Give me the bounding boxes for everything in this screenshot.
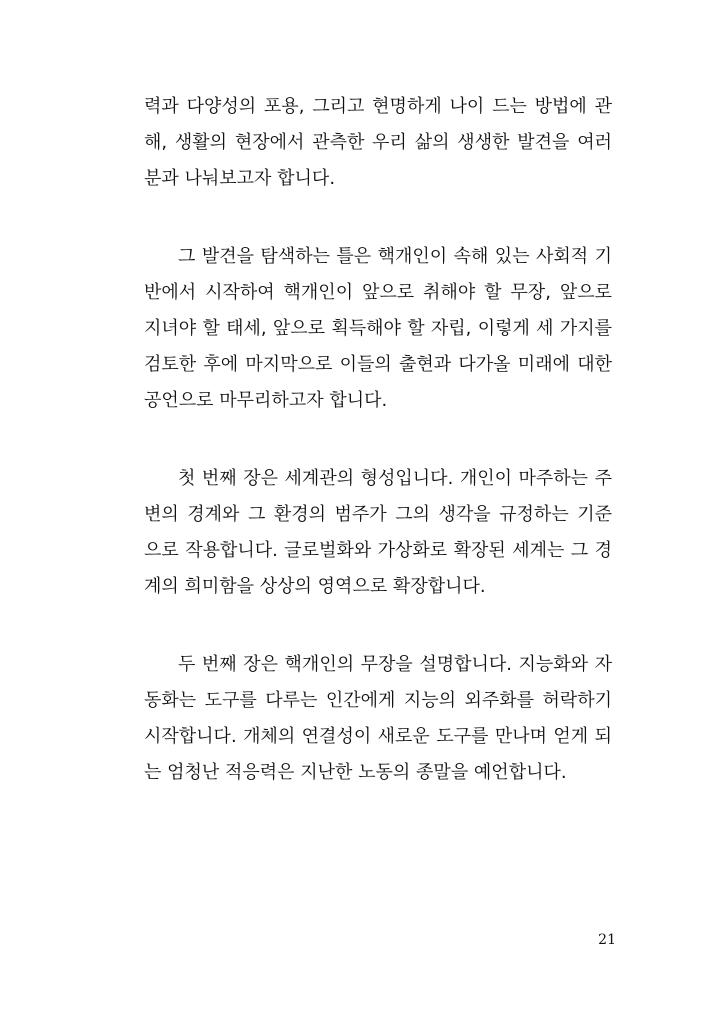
- text-line: 력과 다양성의 포용, 그리고 현명하게 나이 드는 방법에 관: [144, 96, 612, 117]
- text-line: 변의 경계와 그 환경의 범주가 그의 생각을 규정하는 기준: [144, 504, 612, 525]
- text-line: 지녀야 할 태세, 앞으로 획득해야 할 자립, 이렇게 세 가지를: [144, 318, 612, 339]
- text-line: 분과 나눠보고자 합니다.: [144, 168, 336, 189]
- paragraph-3: [144, 461, 612, 605]
- text-line: 공언으로 마무리하고자 합니다.: [144, 390, 388, 411]
- body-text: [144, 89, 612, 833]
- paragraph-1: [144, 89, 612, 197]
- text-line: 으로 작용합니다. 글로벌화와 가상화로 확장된 세계는 그 경: [144, 540, 612, 561]
- text-line: 반에서 시작하여 핵개인이 앞으로 취해야 할 무장, 앞으로: [144, 282, 612, 303]
- text-line: 시작합니다. 개체의 연결성이 새로운 도구를 만나며 얻게 되: [144, 726, 612, 747]
- text-line: 해, 생활의 현장에서 관측한 우리 삶의 생생한 발견을 여러: [144, 132, 612, 153]
- paragraph-4: [144, 647, 612, 791]
- paragraph-2: [144, 239, 612, 419]
- text-line: 검토한 후에 마지막으로 이들의 출현과 다가올 미래에 대한: [144, 354, 612, 375]
- text-line: 계의 희미함을 상상의 영역으로 확장합니다.: [144, 576, 486, 597]
- text-line: 그 발견을 탐색하는 틀은 핵개인이 속해 있는 사회적 기: [178, 246, 612, 267]
- text-line: 는 엄청난 적응력은 지난한 노동의 종말을 예언합니다.: [144, 762, 567, 783]
- text-line: 동화는 도구를 다루는 인간에게 지능의 외주화를 허락하기: [144, 690, 612, 711]
- page-number: 21: [598, 932, 616, 948]
- text-line: 첫 번째 장은 세계관의 형성입니다. 개인이 마주하는 주: [178, 468, 612, 489]
- text-line: 두 번째 장은 핵개인의 무장을 설명합니다. 지능화와 자: [178, 654, 612, 675]
